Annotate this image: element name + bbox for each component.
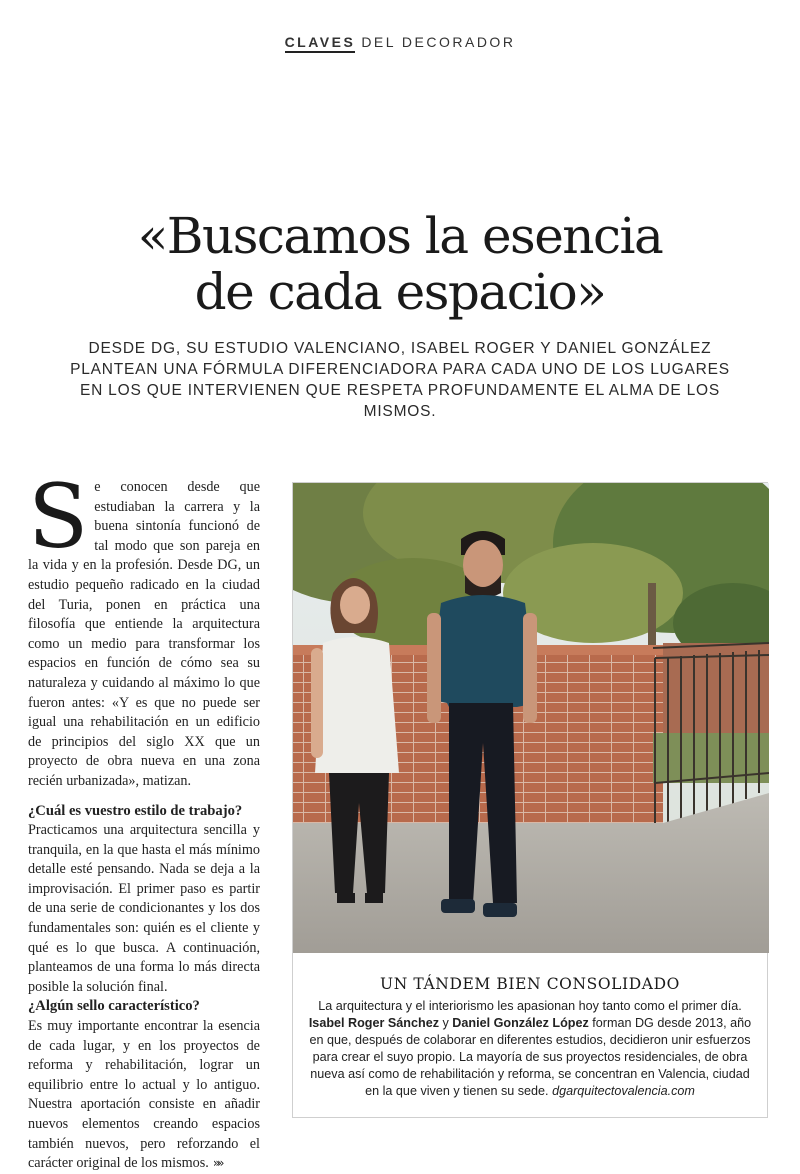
- answer-2-text: Es muy importante encontrar la esencia de cada lugar, y en los proyectos de reforma y rehabilitación, lograr un equilibrio entre lo actual y lo antiguo. Nuestra aportación consiste en añadir nuevos elementos creando espacios también nuevos, pero reforzando el carácter original de los mismos.: [28, 1018, 260, 1172]
- sidebar-connector: y: [442, 1016, 449, 1030]
- title-line-2: de cada espacio»: [194, 263, 606, 321]
- section-header: [0, 34, 800, 50]
- intro-text: e conocen desde que estudiaban la carrera y la buena sintonía funcionó de tal modo que son pareja en la vida y en la profesión. Desde DG, un estudio pequeño radicado en la ciudad del Turia, ponen en práctica una filosofía que entiende la arquitectura como un medio para transformar los espacios en función de cómo sea su naturaleza y cuidando al máximo lo que fueron antes: «Y es que no puede ser igual una rehabilitación en un edificio de principios del siglo XX que un proyecto de obra nueva en una zona recién urbanizada», matizan.: [28, 479, 260, 789]
- section-label-bold: CLAVES: [285, 34, 356, 53]
- sidebar-website: dgarquitectovalencia.com: [552, 1084, 695, 1098]
- question-1: ¿Cuál es vuestro estilo de trabajo?: [28, 802, 243, 819]
- drop-cap: S: [28, 465, 89, 568]
- sidebar-text-2: forman DG desde 2013, año en que, después de colaborar en diferentes estudios, decidieron unir esfuerzos para crear el suyo propio. La mayoría de sus proyectos residenciales, de obra nueva así como de rehabilitación y reforma, se concentran en Valencia, ciudad en la que viven y tienen su sede.: [309, 1016, 752, 1098]
- article-standfirst: DESDE DG, SU ESTUDIO VALENCIANO, ISABEL ROGER Y DANIEL GONZÁLEZ PLANTEAN UNA FÓRMULA DIFERENCIADORA PARA CADA UNO DE LOS LUGARES EN LOS QUE INTERVIENEN QUE RESPETA PROFUNDAMENTE EL ALMA DE LOS MISMOS.: [70, 340, 730, 420]
- question-2: ¿Algún sello característico?: [28, 998, 200, 1015]
- sidebar-text-1: La arquitectura y el interiorismo les apasionan hoy tanto como el primer día.: [318, 999, 742, 1013]
- answer-2: [28, 1017, 260, 1174]
- sidebar-name-1: Isabel Roger Sánchez: [308, 1016, 439, 1030]
- sidebar-text: [306, 998, 754, 1100]
- sidebar-title: UN TÁNDEM BIEN CONSOLIDADO: [380, 975, 680, 993]
- answer-1: Practicamos una arquitectura sencilla y tranquila, en la que hasta el más mínimo detalle esté pensando. Nada se deja a la improvisación. El primer paso es partir de una serie de condicionantes y los dos fundamentales son: quién es el cliente y qué es lo que busca. A continuación, planteamos de una forma lo más directa posible la solución final.: [28, 822, 260, 995]
- intro-paragraph: [28, 465, 260, 792]
- title-line-1: «Buscamos la esencia: [137, 207, 663, 265]
- portrait-photo: [293, 483, 769, 953]
- article-body-column: [28, 465, 260, 1174]
- article-title: [0, 208, 800, 320]
- section-label-light: DEL DECORADOR: [361, 34, 516, 50]
- continue-arrow-icon: »»: [212, 1156, 222, 1171]
- sidebar-name-2: Daniel González López: [452, 1016, 589, 1030]
